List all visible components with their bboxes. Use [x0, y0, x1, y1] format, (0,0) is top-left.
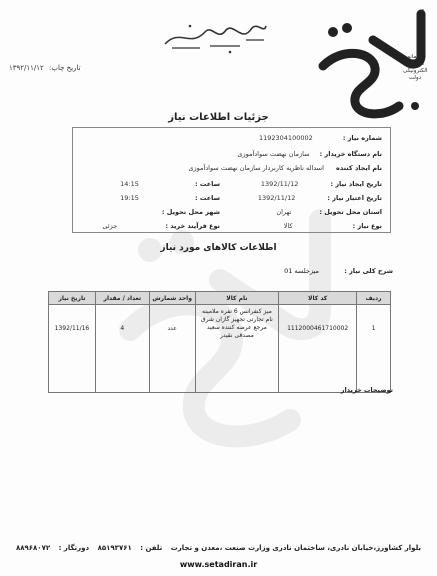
col-code-header: کد کالا	[279, 292, 357, 305]
cell-name: میز کنفرانس 6 نفره ملامینه نام تجارتی تجهیز گازان شرق مرجع عرضه کننده سعید مصدقی نقیدر	[195, 305, 279, 393]
col-name-header: نام کالا	[195, 292, 279, 305]
cell-qty: 4	[95, 305, 149, 393]
valid-date-label: تاریخ اعتبار نیاز :	[327, 194, 382, 202]
col-date-header: تاریخ نیاز	[49, 292, 96, 305]
process-type-row	[102, 222, 220, 230]
created-date-value: 1392/11/12	[260, 180, 299, 188]
created-date-row	[261, 180, 382, 188]
table-header-row	[49, 292, 391, 305]
col-row-header: ردیف	[357, 292, 391, 305]
need-number-value: 1192304100002	[258, 134, 313, 142]
buyer-notes-label: توضیحات خریدار	[340, 386, 393, 394]
footer-phone-label: تلفن :	[140, 544, 163, 552]
delivery-city-row	[162, 208, 220, 216]
valid-time-value: 19:15	[120, 194, 139, 202]
cell-row: 1	[357, 305, 391, 393]
col-qty-header: تعداد / مقدار	[95, 292, 149, 305]
created-date-label: تاریخ ایجاد نیاز :	[330, 180, 382, 188]
creator-value: اسداله ناظریه کاربردار سازمان نهضت سوادآموزی	[188, 164, 324, 172]
creator-row	[188, 164, 382, 172]
page-title: جزئیات اطلاعات نیاز	[168, 112, 269, 123]
general-desc-label: شرح کلی نیاز :	[344, 267, 393, 275]
buyer-org-value: سازمان نهضت سوادآموزی	[237, 150, 310, 158]
need-type-value: کالا	[283, 222, 293, 230]
created-time-value: 14:15	[120, 180, 139, 188]
need-type-row	[284, 222, 382, 230]
footer-address	[0, 544, 437, 552]
general-desc-value: میزجلسه 01	[284, 267, 319, 275]
cell-date: 1392/11/16	[49, 305, 96, 393]
footer-address-text: بلوار کشاورز،خیابان نادری، ساختمان نادری وزارت صنعت ،معدن و تجارت	[170, 544, 422, 552]
need-info-box	[72, 127, 391, 233]
print-date-label: تاریخ چاپ:	[49, 64, 81, 72]
logo-text: سامانه تدارکات الکترونیکی دولت	[403, 54, 428, 81]
goods-section-title: اطلاعات کالاهای مورد نیاز	[160, 243, 277, 253]
goods-table	[48, 291, 391, 393]
table-row	[49, 305, 391, 393]
process-type-value: جزئی	[102, 222, 118, 230]
footer-url[interactable]: www.setadiran.ir	[179, 560, 258, 569]
creator-label: نام ایجاد کننده	[336, 164, 382, 172]
need-type-label: نوع نیاز :	[352, 222, 382, 230]
valid-date-value: 1392/11/12	[257, 194, 296, 202]
col-unit-header: واحد شمارش	[149, 292, 195, 305]
print-date-value: ۱۳۹۲/۱۱/۱۲	[9, 64, 44, 72]
valid-time-label: ساعت :	[194, 194, 220, 202]
cell-code: 1112000461710002	[279, 305, 357, 393]
need-number-label: شماره نیاز :	[342, 134, 382, 142]
basmala-calligraphy	[160, 18, 270, 56]
created-time-row	[120, 180, 220, 188]
delivery-province-row	[276, 208, 382, 216]
footer-phone-value: ۸۵۱۹۳۷۶۱	[97, 544, 132, 552]
print-date	[6, 64, 81, 72]
buyer-org-label: نام دستگاه خریدار :	[319, 150, 382, 158]
created-time-label: ساعت :	[194, 180, 220, 188]
delivery-province-value: تهران	[276, 208, 292, 216]
process-type-label: نوع فرآیند خرید :	[165, 222, 220, 230]
valid-date-row	[258, 194, 382, 202]
valid-time-row	[120, 194, 220, 202]
footer-fax-value: ۸۸۹۶۸۰۷۲	[15, 544, 51, 552]
footer-fax-label: دورنگار :	[58, 544, 90, 552]
need-number-row	[259, 134, 382, 142]
buyer-org-row	[237, 150, 382, 158]
delivery-city-label: شهر محل تحویل :	[161, 208, 220, 216]
cell-unit: عدد	[149, 305, 195, 393]
delivery-province-label: استان محل تحویل :	[319, 208, 382, 216]
